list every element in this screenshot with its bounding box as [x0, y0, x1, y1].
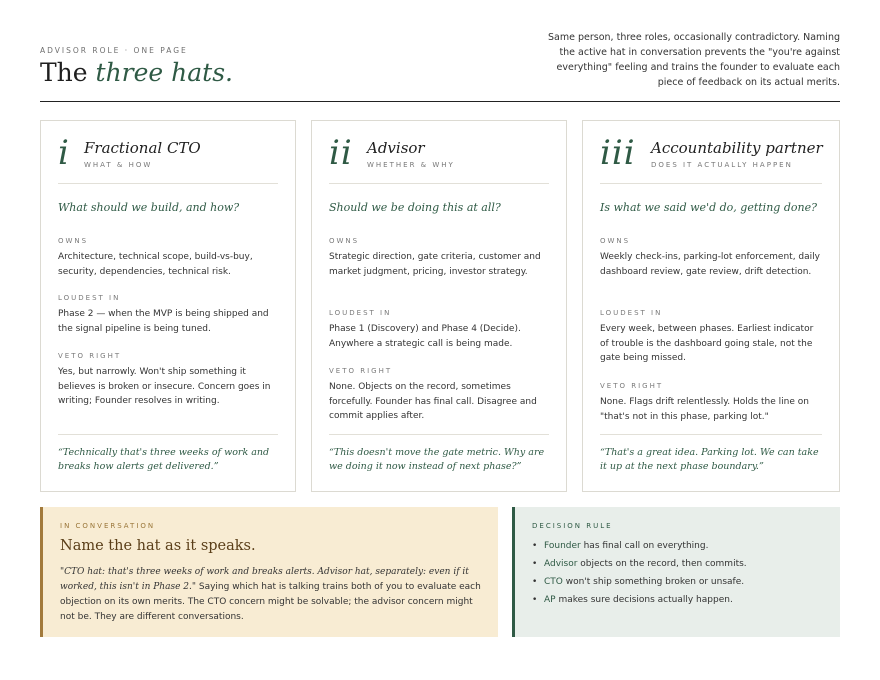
owns-label: OWNS: [58, 237, 89, 245]
card-question: What should we build, and how?: [58, 201, 240, 214]
conversation-heading: Name the hat as it speaks.: [60, 538, 256, 554]
card-accountability-partner: [582, 120, 840, 492]
page-title: [40, 58, 233, 87]
loudest-label: LOUDEST IN: [329, 309, 392, 317]
card-subtitle: DOES IT ACTUALLY HAPPEN: [651, 161, 793, 169]
card-quote: “This doesn't move the gate metric. Why are we doing it now instead of next phase?”: [329, 447, 545, 472]
card-divider: [600, 434, 822, 435]
conversation-label: IN CONVERSATION: [60, 522, 156, 530]
rule-text: objects on the record, then commits.: [577, 559, 747, 569]
bullet-icon: •: [532, 559, 538, 569]
rule-text: makes sure decisions actually happen.: [555, 595, 733, 605]
veto-label: VETO RIGHT: [58, 352, 122, 360]
loudest-label: LOUDEST IN: [58, 294, 121, 302]
decision-rule-panel: [512, 507, 840, 637]
card-question: Is what we said we'd do, getting done?: [600, 201, 817, 214]
card-divider: [58, 434, 278, 435]
owns-label: OWNS: [329, 237, 360, 245]
eyebrow: ADVISOR ROLE · ONE PAGE: [40, 46, 188, 55]
card-quote: “Technically that's three weeks of work and breaks how alerts get delivered.”: [58, 447, 270, 472]
loudest-label: LOUDEST IN: [600, 309, 663, 317]
title-emphasis: three hats.: [95, 58, 233, 87]
card-role: Advisor: [367, 139, 425, 157]
decision-rule-list: [532, 537, 747, 609]
rule-text: won't ship something broken or unsafe.: [562, 577, 745, 587]
rule-actor: Advisor: [544, 559, 578, 569]
card-advisor: [311, 120, 567, 492]
bullet-icon: •: [532, 541, 538, 551]
card-subtitle: WHAT & HOW: [84, 161, 153, 169]
list-item: [532, 537, 747, 555]
card-role: Accountability partner: [651, 139, 823, 157]
list-item: [532, 555, 747, 573]
conversation-body: [60, 565, 486, 625]
bullet-icon: •: [532, 577, 538, 587]
decision-rule-label: DECISION RULE: [532, 522, 613, 530]
veto-text: None. Flags drift relentlessly. Holds the line on "that's not in this phase, parking lot.": [600, 397, 809, 422]
header-divider: [40, 101, 840, 102]
card-divider: [329, 434, 549, 435]
rule-text: has final call on everything.: [580, 541, 709, 551]
card-role: Fractional CTO: [84, 139, 201, 157]
loudest-text: Phase 1 (Discovery) and Phase 4 (Decide). Anywhere a strategic call is being made.: [329, 324, 521, 349]
card-fractional-cto: [40, 120, 296, 492]
card-divider: [329, 183, 549, 184]
rule-actor: CTO: [544, 577, 563, 587]
bullet-icon: •: [532, 595, 538, 605]
intro-text: Same person, three roles, occasionally contradictory. Naming the active hat in conversation prevents the "you're against everything" feeling and trains the founder to evaluate each piece of feedback on its actual merits.: [548, 32, 840, 88]
page: [40, 0, 840, 680]
rule-actor: AP: [544, 595, 556, 605]
list-item: [532, 591, 747, 609]
loudest-text: Every week, between phases. Earliest indicator of trouble is the dashboard going stale, not the gate being missed.: [600, 324, 814, 363]
owns-text: Architecture, technical scope, build-vs-buy, security, dependencies, technical risk.: [58, 252, 253, 277]
list-item: [532, 573, 747, 591]
card-subtitle: WHETHER & WHY: [367, 161, 455, 169]
rule-actor: Founder: [544, 541, 581, 551]
veto-text: None. Objects on the record, sometimes forcefully. Founder has final call. Disagree and commit applies after.: [329, 382, 537, 421]
card-numeral: i: [58, 133, 70, 173]
veto-text: Yes, but narrowly. Won't ship something it believes is broken or insecure. Concern goes in writing; Founder resolves in writing.: [58, 367, 271, 406]
card-question: Should we be doing this at all?: [329, 201, 501, 214]
card-numeral: iii: [600, 133, 636, 173]
conversation-quote: "CTO hat: that's three weeks of work and breaks alerts. Advisor hat, separately: even if it worked, this isn't in Phase 2.": [60, 567, 469, 592]
owns-text: Strategic direction, gate criteria, customer and market judgment, pricing, investor strategy.: [329, 252, 541, 277]
owns-label: OWNS: [600, 237, 631, 245]
veto-label: VETO RIGHT: [329, 367, 393, 375]
card-divider: [58, 183, 278, 184]
card-quote: “That's a great idea. Parking lot. We can take it up at the next phase boundary.”: [600, 447, 819, 472]
in-conversation-panel: [40, 507, 498, 637]
card-numeral: ii: [329, 133, 353, 173]
title-plain: The: [40, 58, 96, 87]
veto-label: VETO RIGHT: [600, 382, 664, 390]
loudest-text: Phase 2 — when the MVP is being shipped and the signal pipeline is being tuned.: [58, 309, 269, 334]
owns-text: Weekly check-ins, parking-lot enforcement, daily dashboard review, gate review, drift detection.: [600, 252, 820, 277]
conversation-text: Saying which hat is talking trains both of you to evaluate each objection on its own merits. The CTO concern might be solvable; the advisor concern might not be. They are different conversations.: [60, 582, 481, 622]
card-divider: [600, 183, 822, 184]
